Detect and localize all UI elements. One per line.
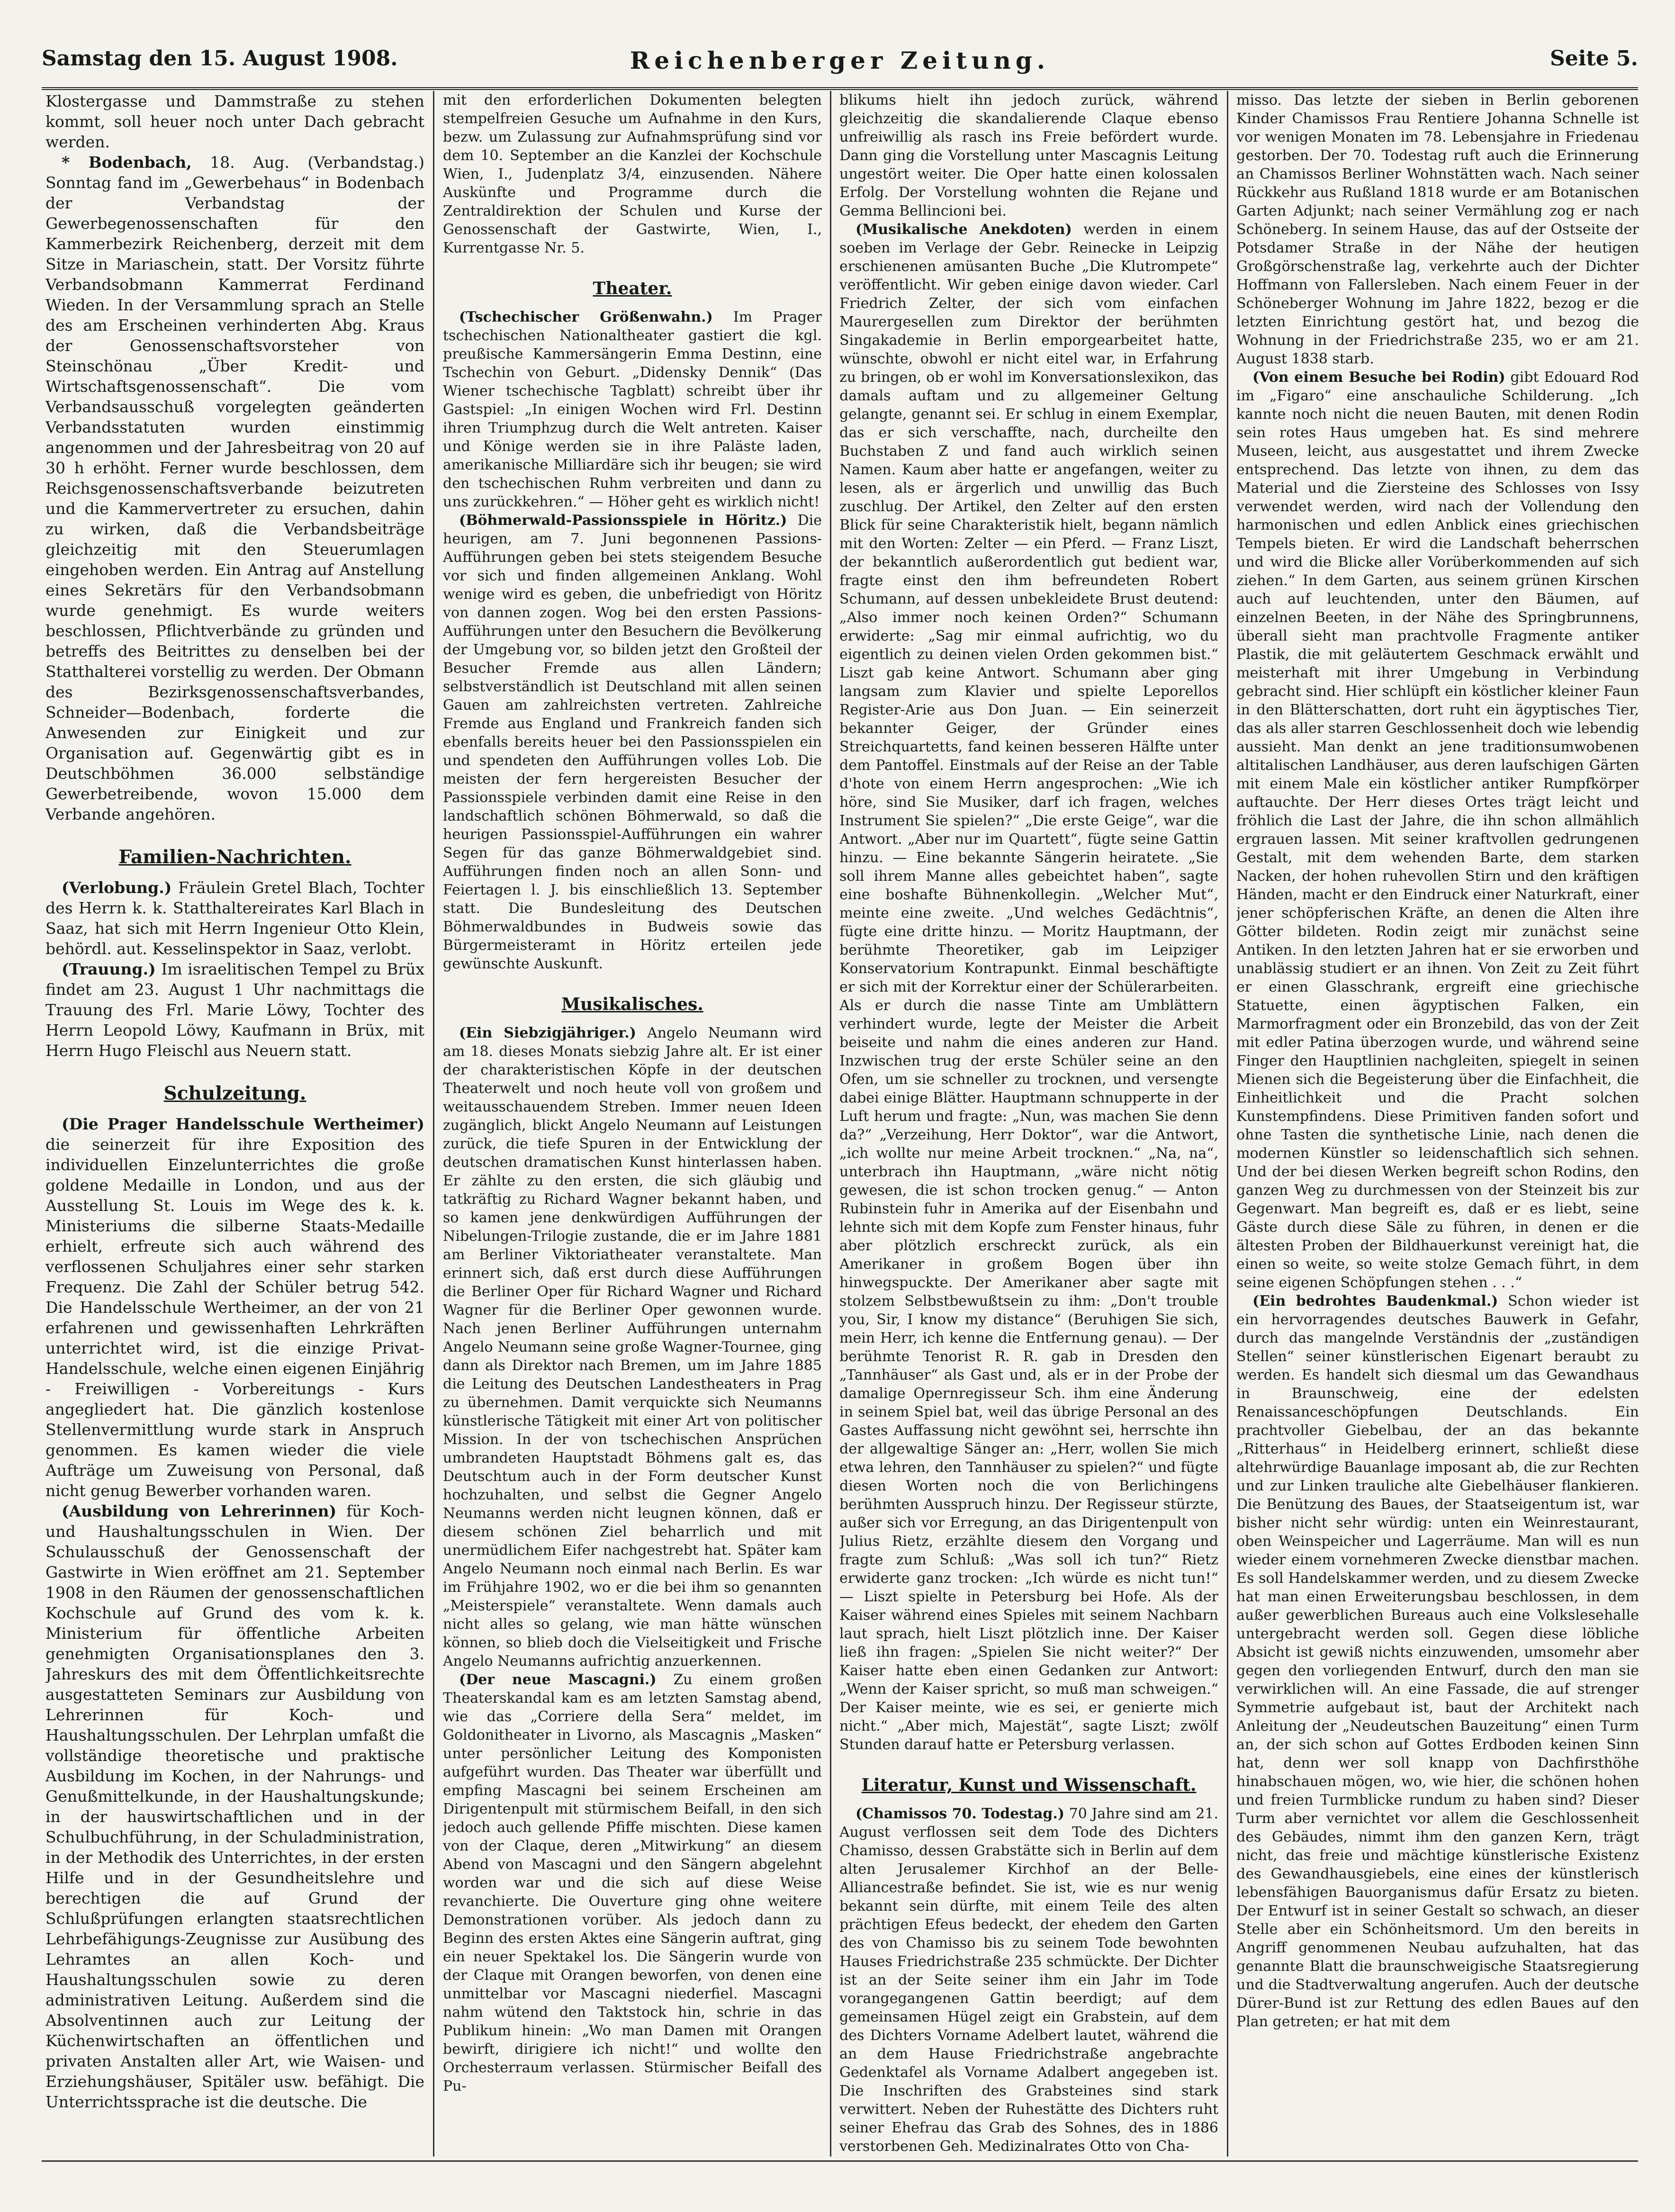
article-body: 70 Jahre sind am 21. August verflossen seit dem Tode des Dichters Chamisso, dessen Grabstätte sich in Berlin auf dem alten Jerusalemer Kirchhof an der Belle-Alliancestraße befindet. Sie ist, wie es nur wenig bekannt sein dürfte, mit einem Teile des alten prächtigen Efeus bedeckt, der ehedem den Garten des von Chamisso bis zu seinem Tode bewohnten Hauses Friedrichstraße 235 schmückte. Der Dichter ist an der Seite seiner ihm ein Jahr im Tode vorangegangenen Gattin beerdigt; auf dem gemeinsamen Hügel zeigt ein Grabstein, auf dem des Dichters Vorname Adelbert lautet, während die an dem Hause Friedrichstraße angebrachte Gedenktafel als Vorname Adalbert angegeben ist. Die Inschriften des Grabsteines sind stark verwittert. Neben der Ruhestätte des Dichters ruht seiner Ehefrau das Grab des Sohnes, des in 1886 verstorbenen Geh. Medizinalrates Otto von Cha- [839, 1806, 1218, 2155]
article-body: Angelo Neumann wird am 18. dieses Monats siebzig Jahre alt. Er ist einer der charakteristischen Köpfe in der deutschen Theaterwelt und noch heute voll von großem und weitausschauendem Streben. Immer neuen Ideen zugänglich, blickt Angelo Neumann auf Leistungen zurück, die tiefe Spuren in der Entwicklung der deutschen dramatischen Kunst hinterlassen haben. Er zählte zu den ersten, die sich gläubig und tatkräftig zu Richard Wagner bekannt haben, und so kamen jene denkwürdigen Aufführungen der Nibelungen-Trilogie zustande, die er im Jahre 1881 am Berliner Viktoriatheater veranstaltete. Man erinnert sich, daß erst durch diese Aufführungen die Berliner Oper für Richard Wagner und Richard Wagner für die Berliner Oper gewonnen wurde. Nach jenen Berliner Aufführungen unternahm Angelo Neumann seine große Wagner-Tournee, ging dann als Direktor nach Bremen, um im Jahre 1885 die Leitung des Deutschen Landestheaters in Prag zu übernehmen. Damit verquickte sich Neumanns künstlerische Tätigkeit mit einer Art von politischer Mission. In der von tschechischen Ansprüchen umbrandeten Hauptstadt Böhmens galt es, das Deutschtum auch in der Form deutscher Kunst hochzuhalten, und selbst die Gegner Angelo Neumanns werden nicht leugnen können, daß er diesem schönen Ziel beharrlich und mit unermüdlichem Eifer nachgestrebt hat. Später kam Angelo Neumann noch einmal nach Berlin. Es war im Frühjahre 1902, wo er die bei ihm so genannten „Meisterspiele“ veranstaltete. Wenn damals auch nicht alles so gelang, wie man hätte wünschen können, so blieb doch die Vielseitigkeit und Frische Angelo Neumanns aufrichtig anzuerkennen. [443, 1025, 822, 1670]
article-trauung [45, 959, 424, 1061]
article-kicker: * Bodenbach, [62, 153, 192, 172]
article-body: 18. Aug. (Verbandstag.) Sonntag fand im „Gewerbehaus“ in Bodenbach der Verbandstag der Gewerbegenossenschaften für den Kammerbezirk Reichenberg, derzeit mit dem Sitze in Mariaschein, statt. Der Vorsitz führte Verbandsobmann Kammerrat Ferdinand Wieden. In der Versammlung sprach an Stelle des am Erscheinen verhinderten Abg. Kraus der Genossenschaftsvorsteher von Steinschönau „Über Kredit- und Wirtschaftsgenossenschaft“. Die vom Verbandsausschuß vorgelegten geänderten Verbandsstatuten wurden einstimmig angenommen und der Jahresbeitrag von 20 auf 30 h erhöht. Ferner wurde beschlossen, dem Reichsgenossenschaftsverbande beizutreten und die Kammervertreter zu ersuchen, dahin zu wirken, daß die Verbandsbeiträge gleichzeitig mit den Steuerumlagen eingehoben werden. Ein Antrag auf Anstellung eines Sekretärs für den Verbandsobmann wurde genehmigt. Es wurde weiters beschlossen, Pflichtverbände zu gründen und betreffs des Beitrittes zu denselben bei der Statthalterei vorstellig zu werden. Der Obmann des Bezirksgenossenschaftsverbandes, Schneider—Bodenbach, forderte die Anwesenden zur Einigkeit und zur Organisation auf. Gegenwärtig gibt es in Deutschböhmen 36.000 selbständige Gewerbetreibende, wovon 15.000 dem Verbande angehören. [45, 153, 424, 823]
article-rodin [1236, 368, 1639, 1292]
section-heading-literature: Literatur, Kunst und Wissenschaft. [861, 1775, 1197, 1795]
column-rule [830, 91, 831, 2157]
article-body: Fräulein Gretel Blach, Tochter des Herrn k. k. Statthaltereirates Karl Blach in Saaz, hat sich mit Herrn Ingenieur Otto Klein, behördl. aut. Kesselinspektor in Saaz, verlobt. [45, 878, 424, 958]
article-bodenbach [45, 152, 424, 824]
article-kicker: (Ausbildung von Lehrerinnen) [62, 1502, 337, 1520]
article-kicker: (Die Prager Handelsschule Wertheimer) [62, 1115, 424, 1133]
article-mascagni [443, 1670, 822, 2095]
section-heading-school: Schulzeitung. [163, 1083, 306, 1104]
article-neumann [443, 1024, 822, 1670]
article-body: Im israelitischen Tempel zu Brüx findet am 23. August 1 Uhr nachmittags die Trauung des Frl. Marie Löwy, Tochter des Herrn Leopold Löwy, Kaufmann in Brüx, mit Herrn Hugo Fleischl aus Neuern statt. [45, 960, 424, 1060]
article-kicker: (Tschechischer Größenwahn.) [459, 309, 713, 325]
article-continuation: blikums hielt ihn jedoch zurück, während gleichzeitig die skandalierende Claque ebenso unfreiwillig als rasch ins Freie befördert wurde. Dann ging die Vorstellung unter Mascagnis Leitung ungestört weiter. Die Oper hatte einen kolossalen Erfolg. Der Vorstellung wohnten die Rejane und Gemma Bellincioni bei. [839, 92, 1218, 219]
article-chamisso [839, 1805, 1218, 2156]
article-body: für Koch- und Haushaltungsschulen in Wien. Der Schulausschuß der Genossenschaft der Gastwirte in Wien eröffnet am 21. September 1908 in den Räumen der genossenschaftlichen Kochschule auf Grund des vom k. k. Ministerium für öffentliche Arbeiten genehmigten Organisationsplanes den 3. Jahreskurs des mit dem Öffentlichkeitsrechte ausgestatteten Seminars zur Ausbildung von Lehrerinnen für Koch- und Haushaltungsschulen. Der Lehrplan umfaßt die vollständige theoretische und praktische Ausbildung im Kochen, in der Nahrungs- und Genußmittelkunde, in der Haushaltungskunde; in der hauswirtschaftlichen und in der Schulbuchführung, in der Schuladministration, in der Methodik des Unterrichtes, in der ersten Hilfe und in der Gesundheitslehre und berechtigen die auf Grund der Schlußprüfungen erlangten staatsrechtlichen Lehrbefähigungs-Zeugnisse zur Ausübung des Lehramtes an allen Koch- und Haushaltungsschulen sowie zu deren administrativen Leitung. Außerdem sind die Absolventinnen auch zur Leitung der Küchenwirtschaften an öffentlichen und privaten Anstalten aller Art, wie Waisen- und Erziehungshäuser, Spitäler usw. befähigt. Die Unterrichtssprache ist die deutsche. Die [45, 1502, 424, 2111]
header-masthead: Reichenberger Zeitung. [630, 46, 1050, 74]
article-kicker: (Der neue Mascagni.) [459, 1671, 657, 1688]
column-4 [1236, 91, 1639, 2157]
article-kicker: (Trauung.) [62, 960, 156, 978]
article-handelsschule [45, 1114, 424, 1501]
article-verlobung [45, 877, 424, 959]
article-kicker: (Chamissos 70. Todestag.) [856, 1806, 1065, 1822]
header-page-number: Seite 5. [1549, 46, 1638, 71]
article-kicker: (Ein Siebzigjähriger.) [459, 1025, 636, 1041]
article-hoeritz [443, 511, 822, 973]
page-bottom-rule [42, 2160, 1638, 2162]
article-groessenwahn [443, 308, 822, 511]
article-body: die seinerzeit für ihre Exposition des individuellen Einzelunterrichtes die große goldene Medaille in London, und aus der Ausstellung St. Louis im Wege des k. k. Ministeriums die silberne Staats-Medaille erhielt, erfreute sich auch während des verflossenen Schuljahres einer sehr starken Frequenz. Die Zahl der Schüler betrug 542. Die Handelsschule Wertheimer, an der von 21 erfahrenen und gewissenhaften Lehrkräften unterrichtet wird, ist die einzige Privat-Handelsschule, welche einen eigenen Einjährig - Freiwilligen - Vorbereitungs - Kurs angegliedert hat. Die gänzlich kostenlose Stellenvermittlung wurde stark in Anspruch genommen. Es kamen wieder die viele Aufträge um Zuweisung von Personal, daß nicht genug Bewerber vorhanden waren. [45, 1135, 424, 1500]
article-body: Schon wieder ist ein hervorragendes deutsches Bauwerk in Gefahr, durch das mangelnde Verständnis der „zuständigen Stellen“ seiner künstlerischen Eigenart beraubt zu werden. Es handelt sich diesmal um das Gewandhaus in Braunschweig, eine der edelsten Renaissanceschöpfungen Deutschlands. Ein prachtvoller Giebelbau, der an das bekannte „Ritterhaus“ in Heidelberg erinnert, schließt diese altehrwürdige Bauanlage imposant ab, die zur Rechten und zur Linken trauliche alte Giebelhäuser flankieren. Die Benützung des Baues, der Staatseigentum ist, war bisher nicht sehr würdig: unten ein Weinrestaurant, oben Weinspeicher und Lagerräume. Man will es nun wieder einem vornehmeren Zwecke dienstbar machen. Es soll Handelskammer werden, und zu diesem Zwecke hat man einen Erweiterungsbau beschlossen, in dem außer gewerblichen Bureaus auch eine Volkslesehalle untergebracht werden soll. Gegen diese löbliche Absicht ist gewiß nichts einzuwenden, umsomehr aber gegen den vorliegenden Entwurf, durch den man sie verwirklichen will. An eine Fassade, die auf strenger Symmetrie aufgebaut ist, baut der Architekt nach Anleitung der „Neudeutschen Bauzeitung“ einen Turm an, der sich schon auf Gottes Erdboden keinen Sinn hat, denn wer soll knapp von Dachfirsthöhe hinabschauen mögen, wo, wie hier, die schönen hohen und freien Turmblicke rundum zu haben sind? Dieser Turm aber vernichtet vor allem die Geschlossenheit des Gebäudes, nimmt ihm den ganzen Kern, trägt nicht, das freie und mächtige künstlerische Existenz des Gewandhausgiebels, eine eines der künstlerisch lebensfähigen Bauorganismus dafür Ersatz zu bieten. Der Entwurf ist in seiner Gestalt so schwach, an dieser Stelle aber ein Schönheitsmord. Um den bereits in Angriff genommenen Neubau aufzuhalten, hat das genannte Blatt die braunschweigische Staatsregierung und die Stadtverwaltung angerufen. Auch der deutsche Dürer-Bund ist zur Rettung des edlen Baues auf den Plan getreten; er hat mit dem [1236, 1293, 1639, 2030]
section-heading-music: Musikalisches. [561, 994, 703, 1014]
article-kicker: (Musikalische Anekdoten) [856, 221, 1072, 238]
article-kicker: (Ein bedrohtes Baudenkmal.) [1252, 1293, 1498, 1309]
article-body: werden in einem soeben im Verlage der Gebr. Reinecke in Leipzig erschienenen amüsanten Buche „Die Klutrompete“ veröffentlicht. Wir geben einige davon wieder. Carl Friedrich Zelter, der sich vom einfachen Maurergesellen zum Direktor der berühmten Singakademie in Berlin emporgearbeitet hatte, wünschte, obwohl er nicht eitel war, in Erfahrung zu bringen, ob er wohl im Konversationslexikon, das damals auftam und zu allgemeiner Geltung gelangte, genannt sei. Er schlug in einem Exemplar, das er sich verschaffte, nach, durcheilte den Buchstaben Z und fand auch wirklich seinen Namen. Kaum aber hatte er angefangen, weiter zu lesen, als er ärgerlich und unwillig das Buch zuschlug. Der Artikel, den Zelter auf den ersten Blick für seine Charakteristik hielt, begann nämlich mit den Worten: Zelter — ein Pferd. — Franz Liszt, der bekanntlich außerordentlich gut bedient war, fragte einst den ihm befreundeten Robert Schumann, auf dessen unbekleidete Brust deutend: „Also immer noch keinen Orden?“ Schumann erwiderte: „Sag mir einmal aufrichtig, wo du eigentlich zu deinen vielen Orden gekommen bist.“ Liszt gab keine Antwort. Schumann aber ging langsam zum Klavier und spielte Leporellos Register-Arie aus Don Juan. — Ein seinerzeit bekannter Geiger, der Gründer eines Streichquartetts, fand keinen besseren Hälfte unter dem Pantoffel. Einstmals auf der Reise an der Table d'hote von einem Herrn angesprochen: „Wie ich höre, sind Sie Musiker, darf ich fragen, welches Instrument Sie spielen?“ „Die erste Geige“, war die Antwort. „Aber nur im Quartett“, fügte seine Gattin hinzu. — Eine bekannte Sängerin heiratete. „Sie soll ihrem Manne alles gebeichtet haben“, sagte eine boshafte Bühnenkollegin. „Welcher Mut“, meinte eine zweite. „Und welches Gedächtnis“, fügte eine dritte hinzu. — Moritz Hauptmann, der berühmte Theoretiker, gab im Leipziger Konservatorium Kontrapunkt. Einmal beschäftigte er sich mit der Korrektur einer der Schülerarbeiten. Als er durch die nasse Tinte am Umblättern verhindert wurde, legte der Meister die Arbeit beiseite und nahm die eines anderen zur Hand. Inzwischen trug der erste Schüler seine an den Ofen, um sie schneller zu trocknen, und versengte dabei einige Blätter. Hauptmann schnupperte in der Luft herum und fragte: „Nun, was machen Sie denn da?“ „Verzeihung, Herr Doktor“, war die Antwort, „ich wollte nur meine Arbeit trocknen.“ „Na, na“, unterbrach ihn Hauptmann, „wäre nicht nötig gewesen, die ist schon trocken genug.“ — Anton Rubinstein fuhr in Amerika auf der Eisenbahn und lehnte sich mit dem Kopfe zum Fenster hinaus, fuhr aber plötzlich erschreckt zurück, als ein Amerikaner in großem Bogen über ihn hinwegspuckte. Der Amerikaner aber sagte mit stolzem Selbstbewußtsein zu ihm: „Don't trouble you, Sir, I know my distance“ (Beruhigen Sie sich, mein Herr, ich kenne die Entfernung genau). — Der berühmte Tenorist R. R. gab in Dresden den „Tannhäuser“ als Gast und, als er in der Probe der damalige Opernregisseur Sch. ihm eine Änderung in seinem Spiel bat, weil das übrige Personal an des Gastes Auffassung nicht gewöhnt sei, herrschte ihn der allgewaltige Sänger an: „Herr, wollen Sie mich etwa lehren, den Tannhäuser zu spielen?“ und fügte diesen Worten noch die von Berlichingens berühmten Ausspruch hinzu. Der Regisseur stürzte, außer sich vor Erregung, an das Dirigentenpult von Julius Rietz, erzählte diesem den Vorgang und fragte zum Schluß: „Was soll ich tun?“ Rietz erwiderte ganz trocken: „Ich würde es nicht tun!“ — Liszt spielte in Petersburg bei Hofe. Als der Kaiser während eines Spieles mit seinem Nachbarn laut sprach, hielt Liszt plötzlich inne. Der Kaiser ließ ihn fragen: „Spielen Sie nicht weiter?“ Der Kaiser hatte eben einen Gedanken zur Antwort: „Wenn der Kaiser spricht, so muß man schweigen.“ Der Kaiser meinte, wie es sei, er genierte mich nicht.“ „Aber mich, Majestät“, sagte Liszt; zwölf Stunden darauf hatte er Petersburg verlassen. [839, 221, 1218, 1753]
section-heading-theater: Theater. [593, 279, 672, 298]
article-continuation: mit den erforderlichen Dokumenten belegten stempelfreien Gesuche um Aufnahme in den Kurs, bezw. um Zulassung zur Aufnahmsprüfung sind vor dem 10. September an die Kanzlei der Kochschule Wien, I., Judenplatz 3/4, einzusenden. Nähere Auskünfte und Programme durch die Zentraldirektion der Schulen und Kurse der Genossenschaft der Gastwirte, Wien, I., Kurrentgasse Nr. 5. [443, 92, 822, 256]
page-header [42, 40, 1638, 90]
article-body: Im Prager tschechischen Nationaltheater gastiert die kgl. preußische Kammersängerin Emma Destinn, eine Tschechin von Geburt. „Didensky Dennik“ (Das Wiener tschechische Tagblatt) schreibt über ihr Gastspiel: „In einigen Wochen wird Frl. Destinn ihren Triumphzug durch die Welt antreten. Kaiser und Könige werden sie in ihre Paläste laden, amerikanische Milliardäre sich ihr beugen; sie wird den tschechischen Ruhm verbreiten und dann zu uns zurückkehren.“ — Höher geht es wirklich nicht! [443, 309, 822, 510]
article-kicker: (Von einem Besuche bei Rodin) [1252, 369, 1505, 386]
article-body: Die heurigen, am 7. Juni begonnenen Passions-Aufführungen geben bei stets steigendem Besuche vor sich und finden allgemeinen Anklang. Wohl wenige wird es geben, die unbefriedigt von Höritz von dannen zogen. Wog bei den ersten Passions-Aufführungen unter den Besuchern die Bevölkerung der Umgebung vor, so bilden jetzt den Großteil der Besucher Fremde aus allen Ländern; selbstverständlich ist Deutschland mit allen seinen Gauen am zahlreichsten vertreten. Zahlreiche Fremde aus England und Frankreich fanden sich ebenfalls bereits heuer bei den Passionsspielen ein und spendeten den Aufführungen volles Lob. Die meisten der fern hergereisten Besucher der Passionsspiele verbinden damit eine Reise in den landschaftlich schönen Böhmerwald, so daß die heurigen Passionsspiel-Aufführungen ein wahrer Segen für das ganze Böhmerwaldgebiet sind. Aufführungen finden noch an allen Sonn- und Feiertagen l. J. bis einschließlich 13. September statt. Die Bundesleitung des Deutschen Böhmerwaldbundes in Budweis sowie das Bürgermeisteramt in Höritz erteilen jede gewünschte Auskunft. [443, 512, 822, 972]
article-body: Zu einem großen Theaterskandal kam es am letzten Samstag abend, wie das „Corriere della Sera“ meldet, im Goldonitheater in Livorno, als Mascagnis „Masken“ unter persönlicher Leitung des Komponisten aufgeführt wurden. Das Theater war überfüllt und empfing Mascagni bei seinem Erscheinen am Dirigentenpult mit stürmischem Beifall, in den sich jedoch auch gellende Pfiffe mischten. Diese kamen von der Claque, deren „Mitwirkung“ an diesem Abend von Mascagni und den Sängern abgelehnt worden war und die sich auf diese Weise revanchierte. Die Ouverture ging ohne weitere Demonstrationen vorüber. Als jedoch dann zu Beginn des ersten Aktes eine Sängerin auftrat, ging ein neuer Spektakel los. Die Sängerin wurde von der Claque mit Orangen beworfen, von denen eine unmittelbar vor Mascagni niederfiel. Mascagni nahm wütend den Taktstock hin, schrie in das Publikum hinein: „Wo man Damen mit Orangen bewirft, dirigiere ich nicht!“ und wollte den Orchesterraum verlassen. Stürmischer Beifall des Pu- [443, 1671, 822, 2095]
article-kicker: (Verlobung.) [62, 878, 172, 897]
article-body: gibt Edouard Rod im „Figaro“ eine anschauliche Schilderung. „Ich kannte noch nicht die neuen Bauten, mit denen Rodin sein rotes Haus umgeben hat. Es sind mehrere Museen, leicht, aus ausgestattet und ihrem Zwecke entsprechend. Das letzte von ihnen, zu dem das Material und die Ziersteine des Schlosses von Issy verwendet werden, wird nach der Vollendung den harmonischen und edlen Anblick eines griechischen Tempels bieten. Er wird die Landschaft beherrschen und wird die Blicke aller Vorüberkommenden auf sich ziehen.“ In dem Garten, aus seinem grünen Kirschen auch auf leuchtenden, unter den Bäumen, auf einzelnen Beeten, in der Nähe des Springbrunnens, überall sieht man prachtvolle Fragmente antiker Plastik, die mit geläutertem Geschmack erwählt und meisterhaft mit ihrer Umgebung in Verbindung gebracht sind. Hier schlüpft ein köstlicher kleiner Faun in den Blätterschatten, dort ruht ein ägyptisches Tier, das als aller starren Geschlossenheit doch wie lebendig aussieht. Man denkt an jene traditionsumwobenen altitalischen Landhäuser, aus deren laufschigen Gärten mit einem Male ein köstlicher antiker Rumpfkörper auftauchte. Der Herr dieses Ortes trägt leicht und fröhlich die Last der Jahre, die ihn schon allmählich ergrauen lassen. Mit seiner kraftvollen gedrungenen Gestalt, mit dem wehenden Barte, dem starken Nacken, der hohen ruhevollen Stirn und den kräftigen Händen, macht er den Eindruck einer Naturkraft, einer jener schöpferischen Kräfte, an denen die Alten ihre Götter bildeten. Rodin zeigt mir zunächst seine Antiken. In den letzten Jahren hat er sie erworben und unablässig studiert er an ihnen. Von Zeit zu Zeit führt er einen Glasschrank, ergreift eine griechische Statuette, einen ägyptischen Falken, ein Marmorfragment oder ein Bronzebild, das von der Zeit mit edler Patina überzogen wurde, und während seine Finger den Hauptlinien nachgleiten, spiegelt in seinen Mienen sich die Begeisterung über die Einfachheit, die Einheitlichkeit und die Pracht solchen Kunstempfindens. Diese Primitiven fanden sofort und ohne Tasten die synthetische Linie, nach denen die modernen Künstler so leidenschaftlich sich sehnen. Und der bei diesen Werken begreift schon Rodins, den ganzen Weg zu durchmessen von der Steinzeit bis zur Gegenwart. Man begreift es, daß er es liebt, seine Gäste durch diese Säle zu führen, in denen er die ältesten Proben der Bildhauerkunst vereinigt hat, die einen so weite, so weite stolze Gemach führt, in dem seine eigenen Schöpfungen stehen . . .“ [1236, 369, 1639, 1291]
article-baudenkmal [1236, 1292, 1639, 2031]
article-continuation: Klostergasse und Dammstraße zu stehen kommt, soll heuer noch unter Dach gebracht werden. [45, 92, 424, 151]
column-2 [443, 91, 822, 2157]
column-3 [839, 91, 1218, 2157]
section-heading-family: Familien-Nachrichten. [118, 846, 351, 868]
column-rule [1227, 91, 1228, 2157]
article-ausbildung [45, 1501, 424, 2112]
article-kicker: (Böhmerwald-Passionsspiele in Höritz.) [459, 512, 787, 529]
header-date: Samstag den 15. August 1908. [42, 46, 398, 71]
column-1 [45, 91, 424, 2157]
column-rule [433, 91, 434, 2157]
article-continuation: misso. Das letzte der sieben in Berlin geborenen Kinder Chamissos Frau Rentiere Johanna Schnelle ist vor wenigen Monaten im 78. Lebensjahre in Friedenau gestorben. Der 70. Todestag ruft auch die Erinnerung an Chamissos Berliner Wohnstätten wach. Nach seiner Rückkehr aus Rußland 1818 wurde er am Botanischen Garten Adjunkt; nach seiner Vermählung zog er nach Schöneberg. In seinem Hause, das auf der Ostseite der Potsdamer Straße in der Nähe der heutigen Großgörschenstraße lag, verkehrte auch der Dichter Hoffmann von Fallersleben. Nach einem Feuer in der Schöneberger Wohnung im Jahre 1822, bezog er die letzten Einrichtung gestört hat, und bezog die Wohnung in der Friedrichstraße 235, wo er am 21. August 1838 starb. [1236, 92, 1639, 367]
article-anekdoten [839, 220, 1218, 1754]
